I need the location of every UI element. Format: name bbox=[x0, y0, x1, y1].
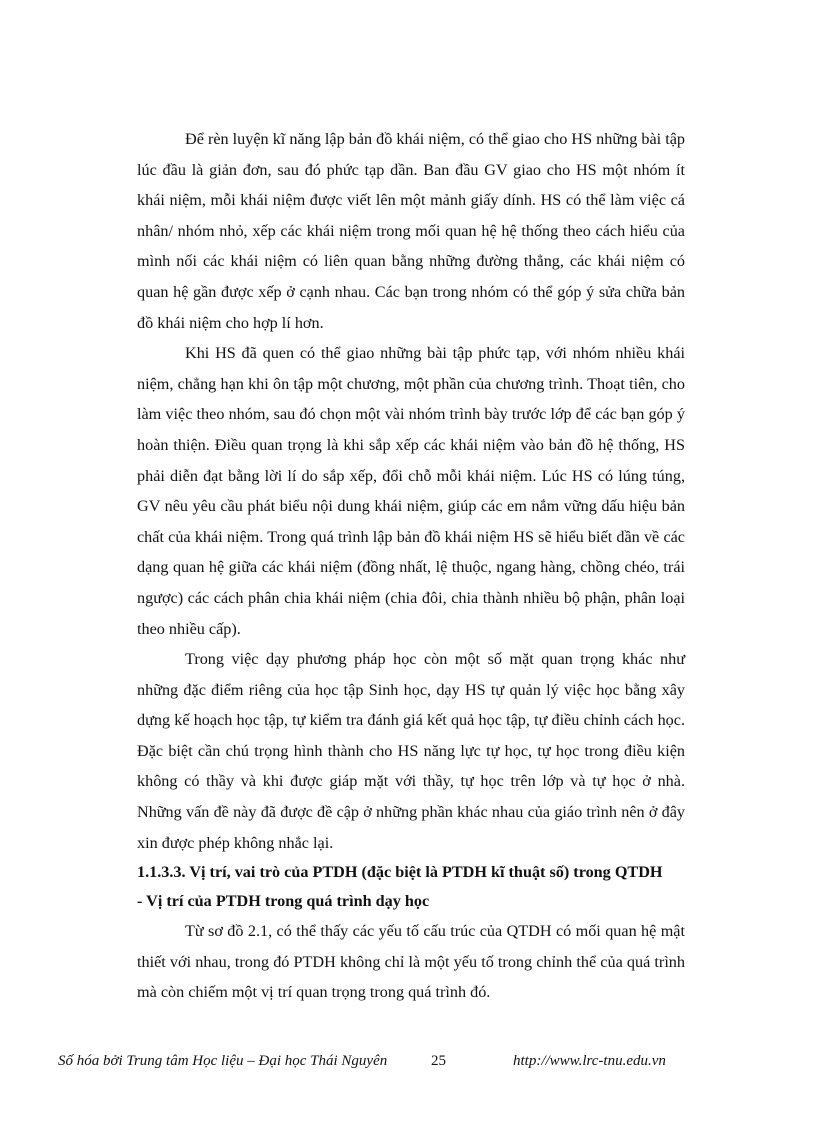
paragraph-4: Từ sơ đồ 2.1, có thể thấy các yếu tố cấu trúc của QTDH có mối quan hệ mật thiết với nhau, trong đó PTDH không chỉ là một yếu tố trong chỉnh thể của quá trình mà còn chiếm một vị trí quan trọng trong quá trình đó. bbox=[137, 922, 685, 1002]
document-body bbox=[137, 124, 685, 1008]
footer-url: http://www.lrc-tnu.edu.vn bbox=[513, 1053, 666, 1069]
footer-source: Số hóa bởi Trung tâm Học liệu – Đại học Thái Nguyên bbox=[58, 1053, 388, 1069]
paragraph-3: Trong việc dạy phương pháp học còn một số mặt quan trọng khác như những đặc điểm riêng của học tập Sinh học, dạy HS tự quản lý việc học bằng xây dựng kế hoạch học tập, tự kiểm tra đánh giá kết quả học tập, tự điều chỉnh cách học. Đặc biệt cần chú trọng hình thành cho HS năng lực tự học, tự học trong điều kiện không có thầy và khi được giáp mặt với thầy, tự học trên lớp và tự học ở nhà. Những vấn đề này đã được đề cập ở những phần khác nhau của giáo trình nên ở đây xin được phép không nhắc lại. bbox=[137, 650, 685, 852]
paragraph-2: Khi HS đã quen có thể giao những bài tập phức tạp, với nhóm nhiều khái niệm, chẳng hạn khi ôn tập một chương, một phần của chương trình. Thoạt tiên, cho làm việc theo nhóm, sau đó chọn một vài nhóm trình bày trước lớp để các bạn góp ý hoàn thiện. Điều quan trọng là khi sắp xếp các khái niệm vào bản đồ hệ thống, HS phải diễn đạt bằng lời lí do sắp xếp, đổi chỗ mỗi khái niệm. Lúc HS có lúng túng, GV nêu yêu cầu phát biểu nội dung khái niệm, giúp các em nắm vững dấu hiệu bản chất của khái niệm. Trong quá trình lập bản đồ khái niệm HS sẽ hiểu biết dần về các dạng quan hệ giữa các khái niệm (đồng nhất, lệ thuộc, ngang hàng, chồng chéo, trái ngược) các cách phân chia khái niệm (chia đôi, chia thành nhiều bộ phận, phân loại theo nhiều cấp). bbox=[137, 344, 685, 638]
page-number: 25 bbox=[431, 1053, 446, 1069]
paragraph-1: Để rèn luyện kĩ năng lập bản đồ khái niệm, có thể giao cho HS những bài tập lúc đầu là giản đơn, sau đó phức tạp dần. Ban đầu GV giao cho HS một nhóm ít khái niệm, mỗi khái niệm được viết lên một mảnh giấy dính. HS có thể làm việc cá nhân/ nhóm nhỏ, xếp các khái niệm trong mối quan hệ hệ thống theo cách hiểu của mình nối các khái niệm có liên quan bằng những đường thẳng, các khái niệm có quan hệ gần được xếp ở cạnh nhau. Các bạn trong nhóm có thể góp ý sửa chữa bản đồ khái niệm cho hợp lí hơn. bbox=[137, 130, 685, 332]
section-heading: 1.1.3.3. Vị trí, vai trò của PTDH (đặc biệt là PTDH kĩ thuật số) trong QTDH bbox=[137, 863, 663, 882]
subsection-heading: - Vị trí của PTDH trong quá trình dạy học bbox=[137, 892, 430, 911]
